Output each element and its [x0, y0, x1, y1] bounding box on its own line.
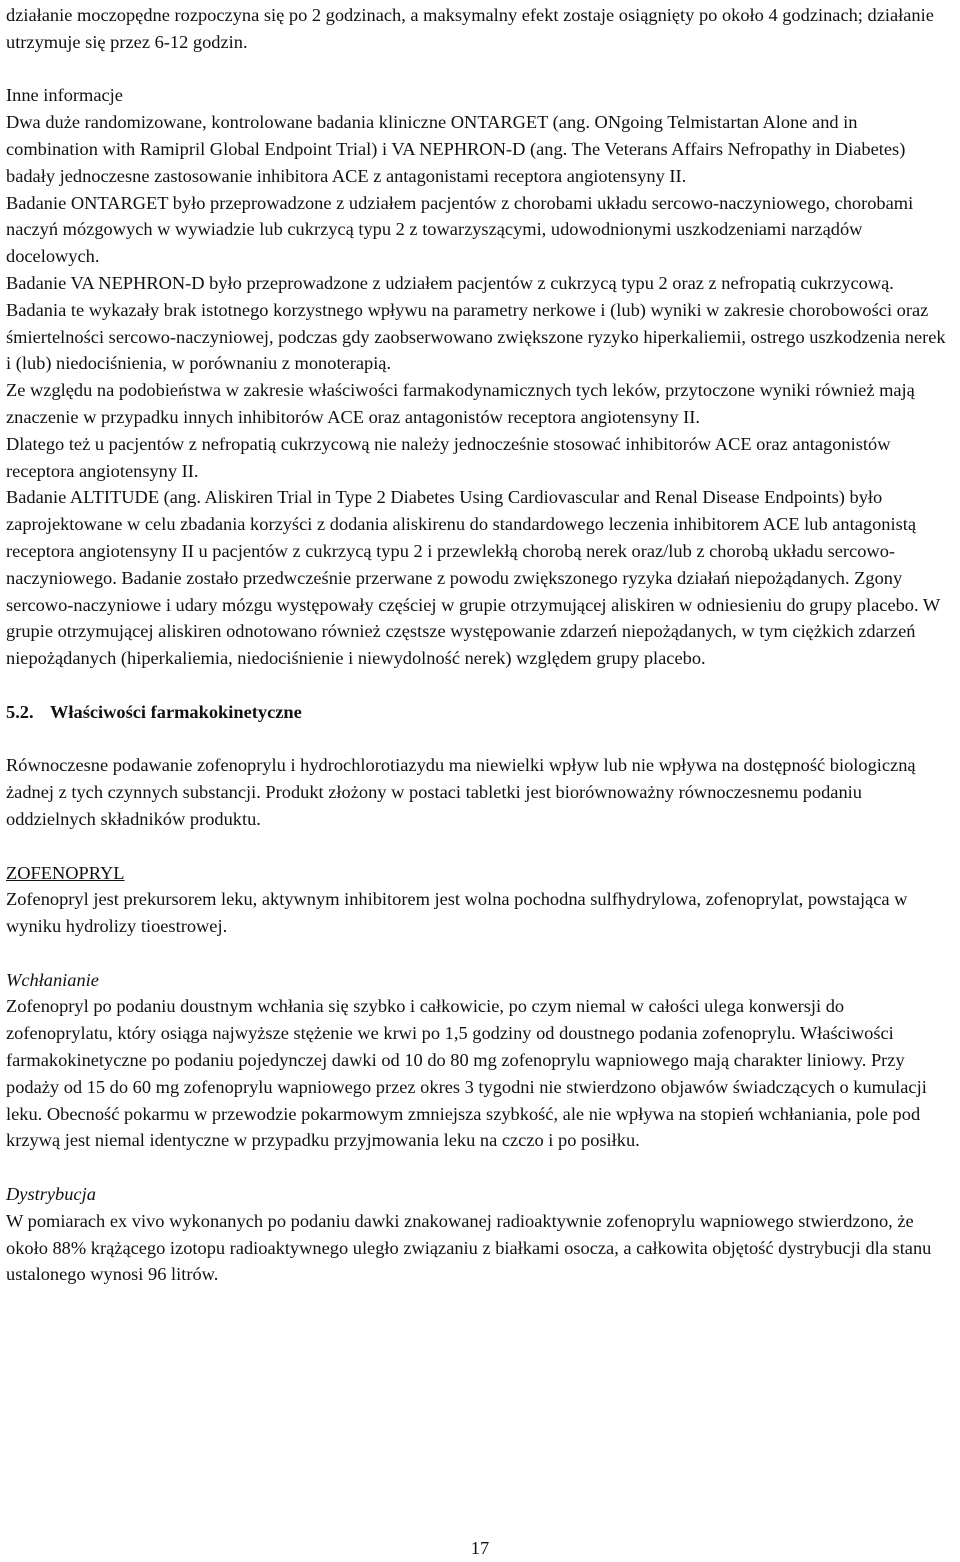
- section-title: Właściwości farmakokinetyczne: [50, 701, 302, 722]
- zofenopryl-heading: ZOFENOPRYL: [6, 862, 125, 883]
- spacer: [6, 833, 954, 860]
- other-info-paragraph: Dwa duże randomizowane, kontrolowane badania kliniczne ONTARGET (ang. ONgoing Telmistartan Alone and in combination with Ramipril Global Endpoint Trial) i VA NEPHRON-D (ang. The Veterans Affairs Nefropathy in Diabetes) badały jednoczesne zastosowanie inhibitora ACE z antagonistami receptora angiotensyny II.: [6, 112, 906, 186]
- paragraph-intro: działanie moczopędne rozpoczyna się po 2 godzinach, a maksymalny efekt zostaje osiągnięty po około 4 godzinach; działanie utrzymuje się przez 6-12 godzin.: [6, 5, 934, 52]
- other-info-paragraph: Badanie ALTITUDE (ang. Aliskiren Trial in Type 2 Diabetes Using Cardiovascular and Renal Disease Endpoints) było zaprojektowane w celu zbadania korzyści z dodania aliskirenu do standardowego leczenia inhibitorem ACE lub antagonistą receptora angiotensyny II u pacjentów z cukrzycą typu 2 i przewlekłą chorobą nerek oraz/lub z chorobą układu sercowo-naczyniowego. Badanie zostało przedwcześnie przerwane z powodu zwiększonego ryzyka działań niepożądanych. Zgony sercowo-naczyniowe i udary mózgu występowały częściej w grupie otrzymującej aliskiren w odniesieniu do grupy placebo. W grupie otrzymującej aliskiren odnotowano również częstsze występowanie zdarzeń niepożądanych, w tym ciężkich zdarzeń niepożądanych (hiperkaliemia, niedociśnienie i niewydolność nerek) względem grupy placebo.: [6, 487, 940, 669]
- section-heading: [6, 699, 954, 726]
- spacer: [6, 1154, 954, 1181]
- spacer: [6, 672, 954, 699]
- spacer: [6, 726, 954, 753]
- section-intro: Równoczesne podawanie zofenoprylu i hydrochlorotiazydu ma niewielki wpływ lub nie wpływa na dostępność biologiczną żadnej z tych czynnych substancji. Produkt złożony w postaci tabletki jest biorównoważny równoczesnemu podaniu oddzielnych składników produktu.: [6, 755, 916, 829]
- zofenopryl-text: Zofenopryl jest prekursorem leku, aktywnym inhibitorem jest wolna pochodna sulfhydrylowa, zofenoprylat, powstająca w wyniku hydrolizy tioestrowej.: [6, 889, 908, 937]
- other-info-paragraph: Dlatego też u pacjentów z nefropatią cukrzycową nie należy jednocześnie stosować inhibitorów ACE oraz antagonistów receptora angiotensyny II.: [6, 433, 891, 481]
- page-number: 17: [470, 1538, 490, 1558]
- other-info-paragraph: Badanie VA NEPHRON-D było przeprowadzone z udziałem pacjentów z cukrzycą typu 2 oraz z nefropatią cukrzycową.: [6, 272, 894, 293]
- other-info-heading: Inne informacje: [6, 85, 123, 106]
- document-page: [6, 2, 954, 1288]
- absorption-text: Zofenopryl po podaniu doustnym wchłania się szybko i całkowicie, po czym niemal w całości ulega konwersji do zofenoprylatu, który osiąga najwyższe stężenie we krwi po 1,5 godziny od doustnego podania zofenoprylu. Właściwości farmakokinetyczne po podaniu pojedynczej dawki od 10 do 80 mg zofenoprylu wapniowego mają charakter liniowy. Przy podaży od 15 do 60 mg zofenoprylu wapniowego przez okres 3 tygodni nie stwierdzono objawów świadczących o kumulacji leku. Obecność pokarmu w przewodzie pokarmowym zmniejsza szybkość, ale nie wpływa na stopień wchłaniania, pole pod krzywą jest niemal identyczne w przypadku przyjmowania leku na czczo i po posiłku.: [6, 996, 927, 1151]
- absorption-heading: Wchłanianie: [6, 969, 99, 990]
- other-info-paragraph: Badanie ONTARGET było przeprowadzone z udziałem pacjentów z chorobami układu sercowo-naczyniowego, chorobami naczyń mózgowych w wywiadzie lub cukrzycą typu 2 z towarzyszącymi, udowodnionymi uszkodzeniami narządów docelowych.: [6, 192, 914, 267]
- distribution-text: W pomiarach ex vivo wykonanych po podaniu dawki znakowanej radioaktywnie zofenoprylu wapniowego stwierdzono, że około 88% krążącego izotopu radioaktywnego uległo związaniu z białkami osocza, a całkowita objętość dystrybucji dla stanu ustalonego wynosi 96 litrów.: [6, 1210, 932, 1285]
- spacer: [6, 56, 954, 83]
- section-number: 5.2.: [6, 701, 34, 722]
- distribution-heading: Dystrybucja: [6, 1184, 96, 1205]
- other-info-paragraph: Badania te wykazały brak istotnego korzystnego wpływu na parametry nerkowe i (lub) wyniki w zakresie chorobowości oraz śmiertelności sercowo-naczyniowej, podczas gdy zaobserwowano zwiększone ryzyko hiperkaliemii, ostrego uszkodzenia nerek i (lub) niedociśnienia, w porównaniu z monoterapią.: [6, 299, 946, 374]
- other-info-paragraph: Ze względu na podobieństwa w zakresie właściwości farmakodynamicznych tych leków, przytoczone wyniki również mają znaczenie w przypadku innych inhibitorów ACE oraz antagonistów receptora angiotensyny II.: [6, 380, 915, 427]
- spacer: [6, 940, 954, 967]
